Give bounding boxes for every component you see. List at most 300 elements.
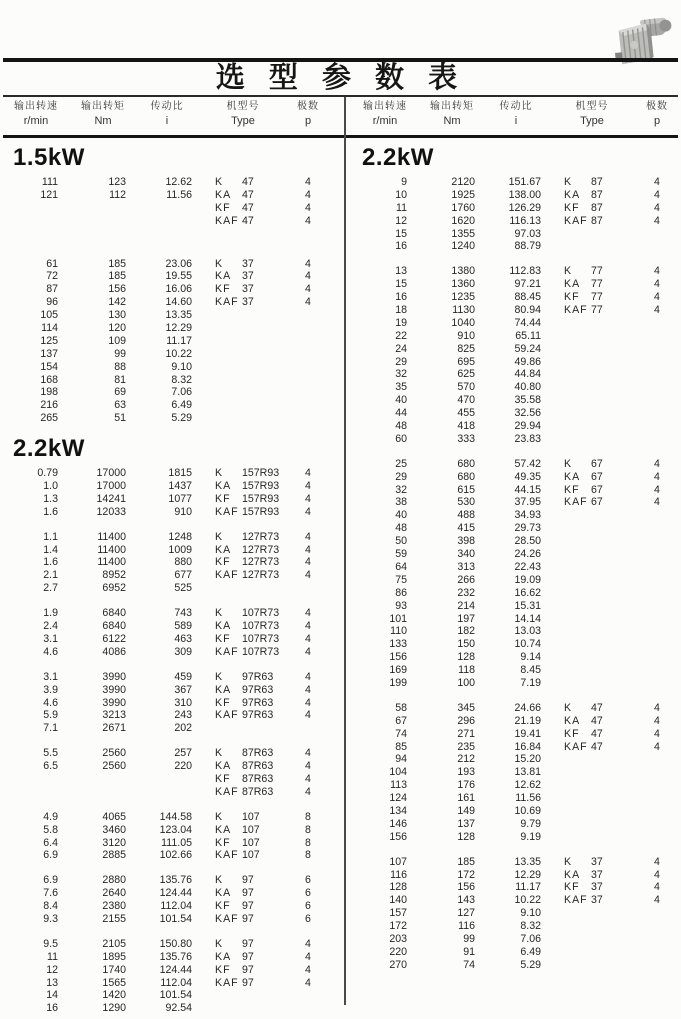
cell-type-prefix [200, 582, 240, 595]
cell-type-model [589, 368, 635, 381]
cell-torque: 128 [457, 651, 475, 664]
cell-ratio: 21.19 [514, 714, 541, 727]
cell-torque: 214 [457, 599, 475, 612]
cell-ratio: 49.86 [514, 355, 541, 368]
cell-ratio: 150.80 [159, 937, 192, 950]
cell-type-model: 87 [591, 188, 603, 201]
table-row [0, 1002, 345, 1015]
table-row [349, 330, 681, 343]
cell-type-model: 37 [242, 257, 254, 270]
header-col-unit: Nm [443, 115, 461, 127]
cell-torque: 185 [108, 257, 126, 270]
cell-type-model: 97R63 [242, 696, 274, 709]
cell-ratio: 1009 [168, 543, 192, 556]
cell-type-model [240, 309, 286, 322]
table-row [0, 989, 345, 1002]
cell-ratio: 15.20 [514, 753, 541, 766]
cell-torque: 1240 [451, 240, 475, 253]
cell-speed: 96 [46, 296, 58, 309]
cell-torque: 3213 [102, 709, 126, 722]
table-row [0, 283, 345, 296]
header-column [549, 99, 635, 129]
header-col-name: 传动比 [499, 101, 533, 112]
cell-poles: 4 [305, 620, 311, 633]
cell-type-prefix [549, 792, 589, 805]
header-col-name: 机型号 [226, 101, 260, 112]
cell-torque: 193 [457, 766, 475, 779]
cell-speed: 6.9 [43, 874, 58, 887]
cell-type-prefix: K [215, 607, 224, 620]
cell-torque: 232 [457, 586, 475, 599]
table-row [349, 240, 681, 253]
cell-poles [635, 907, 679, 920]
ratio-group [349, 265, 681, 445]
cell-type-model [240, 582, 286, 595]
cell-type-prefix [549, 920, 589, 933]
table-row [0, 582, 345, 595]
ratio-group [0, 874, 345, 926]
cell-type-model [589, 818, 635, 831]
cell-ratio: 144.58 [159, 810, 192, 823]
cell-type-prefix [549, 407, 589, 420]
cell-type-model [589, 522, 635, 535]
cell-ratio: 13.35 [514, 855, 541, 868]
cell-type-model: 127R73 [242, 556, 280, 569]
cell-type-model: 97 [242, 950, 254, 963]
cell-ratio: 309 [174, 645, 192, 658]
cell-type-prefix [549, 343, 589, 356]
header-column [286, 99, 330, 129]
cell-type-model: 37 [591, 881, 603, 894]
table-row [0, 760, 345, 773]
cell-type-prefix [549, 381, 589, 394]
cell-ratio: 9.79 [520, 817, 541, 830]
cell-ratio: 6.49 [171, 399, 192, 412]
cell-poles: 4 [305, 556, 311, 569]
table-row [349, 792, 681, 805]
ratio-group [0, 176, 345, 228]
cell-speed: 156 [389, 830, 407, 843]
cell-torque: 143 [457, 894, 475, 907]
cell-type-model [589, 933, 635, 946]
cell-type-prefix: K [215, 670, 224, 683]
cell-speed: 125 [40, 334, 58, 347]
cell-poles [635, 548, 679, 561]
table-row [0, 215, 345, 228]
cell-torque: 91 [463, 945, 475, 958]
table-row [349, 522, 681, 535]
cell-type-model: 157R93 [242, 467, 280, 480]
cell-poles [286, 399, 330, 412]
cell-ratio: 74.44 [514, 316, 541, 329]
cell-poles: 8 [305, 823, 311, 836]
table-row [0, 374, 345, 387]
cell-type-prefix: K [215, 257, 224, 270]
cell-ratio: 37.95 [514, 496, 541, 509]
cell-type-model [589, 664, 635, 677]
cell-type-model: 47 [591, 714, 603, 727]
header-col-unit: r/min [372, 115, 398, 127]
table-row [349, 471, 681, 484]
cell-poles: 4 [654, 265, 660, 278]
cell-poles: 4 [305, 569, 311, 582]
cell-torque: 69 [114, 386, 126, 399]
cell-speed: 13 [395, 265, 407, 278]
cell-poles: 4 [654, 201, 660, 214]
table-row [349, 394, 681, 407]
cell-torque: 455 [457, 407, 475, 420]
cell-speed: 116 [390, 868, 407, 881]
cell-poles: 4 [305, 176, 311, 188]
cell-poles: 4 [305, 296, 311, 309]
cell-type-model [589, 330, 635, 343]
cell-type-model: 37 [242, 270, 254, 283]
table-row [0, 773, 345, 786]
cell-speed: 1.4 [43, 543, 58, 556]
table-row [349, 176, 681, 189]
table-row [0, 335, 345, 348]
cell-ratio: 11.17 [166, 334, 192, 347]
cell-speed: 113 [390, 779, 407, 792]
cell-type-model: 157R93 [242, 505, 280, 518]
cell-speed: 38 [395, 496, 407, 509]
cell-ratio: 49.35 [514, 470, 541, 483]
cell-poles: 4 [305, 645, 311, 658]
cell-type-model [589, 920, 635, 933]
cell-torque: 6952 [102, 582, 126, 595]
cell-type-prefix: KA [215, 823, 232, 836]
cell-type-model [589, 587, 635, 600]
cell-type-prefix: KA [215, 950, 232, 963]
cell-torque: 1925 [451, 188, 475, 201]
cell-type-model: 67 [591, 496, 603, 509]
table-row [0, 270, 345, 283]
cell-type-prefix: KAF [215, 214, 239, 227]
cell-type-model: 87R63 [242, 785, 274, 798]
cell-type-prefix: KF [564, 881, 580, 894]
table-row [0, 887, 345, 900]
cell-speed: 50 [395, 535, 407, 548]
cell-type-model [240, 722, 286, 735]
cell-poles: 4 [654, 457, 660, 470]
cell-type-model [589, 317, 635, 330]
cell-type-prefix [549, 959, 589, 972]
cell-type-model [589, 600, 635, 613]
cell-speed: 44 [395, 407, 407, 420]
cell-ratio: 11.56 [515, 792, 541, 805]
cell-poles: 4 [305, 505, 311, 518]
table-row [349, 587, 681, 600]
cell-type-prefix [549, 831, 589, 844]
cell-torque: 149 [457, 804, 475, 817]
table-row [349, 215, 681, 228]
cell-type-model: 107 [242, 836, 260, 849]
cell-poles [635, 522, 679, 535]
cell-poles: 4 [305, 214, 311, 227]
cell-type-model: 107R73 [242, 620, 280, 633]
cell-type-model: 97 [242, 887, 254, 900]
cell-ratio: 10.69 [514, 804, 541, 817]
ratio-group [0, 467, 345, 519]
cell-speed: 16 [46, 1002, 58, 1015]
cell-torque: 680 [457, 470, 475, 483]
cell-ratio: 19.55 [165, 270, 192, 283]
cell-type-model: 37 [591, 894, 603, 907]
cell-ratio: 5.29 [520, 958, 541, 971]
cell-poles [286, 412, 330, 425]
table-row [0, 399, 345, 412]
cell-poles: 4 [305, 467, 311, 480]
cell-type-prefix [200, 1002, 240, 1015]
cell-poles: 4 [654, 188, 660, 201]
table-row [0, 544, 345, 557]
cell-type-prefix: K [215, 810, 224, 823]
cell-torque: 185 [108, 270, 126, 283]
table-row [0, 556, 345, 569]
cell-poles [286, 582, 330, 595]
cell-ratio: 12.29 [165, 322, 192, 335]
table-row [349, 496, 681, 509]
cell-poles: 4 [305, 976, 311, 989]
table-row [0, 671, 345, 684]
cell-speed: 121 [40, 188, 58, 201]
cell-ratio: 35.58 [514, 394, 541, 407]
cell-ratio: 112.04 [160, 900, 192, 913]
cell-speed: 22 [395, 329, 407, 342]
cell-torque: 271 [457, 727, 475, 740]
cell-type-prefix: KA [215, 188, 232, 201]
cell-ratio: 57.42 [514, 457, 541, 470]
cell-speed: 114 [41, 322, 58, 335]
cell-type-model: 37 [242, 283, 254, 296]
cell-type-model [589, 779, 635, 792]
header-half [349, 99, 681, 129]
cell-type-prefix [200, 335, 240, 348]
cell-poles [635, 240, 679, 253]
table-row [0, 607, 345, 620]
table-row [349, 613, 681, 626]
cell-type-prefix [200, 412, 240, 425]
cell-poles [635, 805, 679, 818]
cell-type-prefix [549, 356, 589, 369]
cell-poles: 4 [305, 480, 311, 493]
cell-poles: 6 [305, 887, 311, 900]
cell-type-model [589, 831, 635, 844]
cell-speed: 0.79 [37, 467, 58, 480]
cell-poles [286, 322, 330, 335]
cell-ratio: 135.76 [159, 950, 192, 963]
cell-ratio: 13.03 [514, 625, 541, 638]
cell-torque: 530 [457, 496, 475, 509]
cell-type-prefix: KAF [564, 894, 588, 907]
cell-type-model: 77 [591, 304, 603, 317]
cell-speed: 157 [389, 907, 407, 920]
cell-type-model [589, 228, 635, 241]
cell-speed: 105 [40, 309, 58, 322]
cell-poles: 4 [305, 950, 311, 963]
cell-poles [635, 587, 679, 600]
table-row [0, 786, 345, 799]
cell-torque: 695 [457, 355, 475, 368]
cell-type-prefix: K [564, 855, 573, 868]
table-row [349, 907, 681, 920]
cell-speed: 6.9 [43, 849, 58, 862]
table-row [349, 920, 681, 933]
cell-torque: 333 [457, 432, 475, 445]
cell-type-model [240, 989, 286, 1002]
cell-speed: 25 [395, 457, 407, 470]
cell-ratio: 589 [174, 620, 192, 633]
cell-type-prefix: KA [564, 868, 581, 881]
cell-poles: 4 [305, 670, 311, 683]
cell-type-model [240, 412, 286, 425]
table-row [349, 856, 681, 869]
cell-type-prefix [549, 638, 589, 651]
cell-speed: 1.6 [43, 505, 58, 518]
cell-type-model [589, 959, 635, 972]
cell-poles: 4 [654, 470, 660, 483]
table-row [0, 951, 345, 964]
cell-speed: 133 [389, 638, 407, 651]
table-row [0, 493, 345, 506]
cell-speed: 3.9 [43, 683, 58, 696]
cell-type-prefix [549, 535, 589, 548]
cell-type-prefix [200, 989, 240, 1002]
cell-type-prefix [549, 818, 589, 831]
cell-poles [635, 356, 679, 369]
cell-type-model [589, 753, 635, 766]
cell-speed: 2.7 [43, 582, 58, 595]
cell-speed [0, 773, 72, 786]
cell-ratio: 9.10 [520, 907, 541, 920]
cell-speed: 19 [395, 316, 407, 329]
cell-torque: 570 [457, 381, 475, 394]
cell-ratio [134, 773, 200, 786]
cell-torque: 1360 [451, 278, 475, 291]
cell-torque: 11400 [97, 543, 126, 556]
cell-ratio: 1437 [168, 480, 192, 493]
title-underline-rule [3, 95, 678, 97]
table-row [349, 458, 681, 471]
table-row [0, 633, 345, 646]
cell-torque: 17000 [96, 480, 126, 493]
cell-type-prefix [549, 766, 589, 779]
cell-ratio: 14.60 [165, 296, 192, 309]
cell-ratio: 7.06 [171, 386, 192, 399]
cell-type-prefix: K [564, 176, 573, 188]
table-row [349, 959, 681, 972]
cell-speed: 111 [41, 176, 58, 188]
cell-type-prefix: KAF [564, 740, 588, 753]
cell-speed: 12 [46, 963, 58, 976]
cell-speed: 48 [395, 420, 407, 433]
cell-ratio: 111.05 [161, 836, 192, 849]
cell-type-prefix [549, 317, 589, 330]
ratio-group [349, 176, 681, 253]
cell-ratio: 29.94 [514, 420, 541, 433]
cell-speed: 87 [46, 283, 58, 296]
cell-poles: 4 [654, 714, 660, 727]
cell-torque: 150 [457, 638, 475, 651]
cell-poles [635, 343, 679, 356]
cell-type-prefix [549, 574, 589, 587]
cell-type-prefix [549, 933, 589, 946]
cell-type-model [589, 946, 635, 959]
cell-type-model [240, 386, 286, 399]
cell-poles [635, 933, 679, 946]
cell-speed: 15 [395, 278, 407, 291]
cell-torque: 116 [458, 920, 475, 933]
cell-ratio: 92.54 [165, 1002, 192, 1015]
cell-ratio: 124.44 [159, 887, 192, 900]
cell-type-model [240, 348, 286, 361]
cell-poles: 4 [654, 278, 660, 291]
cell-torque: 2155 [102, 912, 126, 925]
table-row [0, 569, 345, 582]
cell-torque [72, 786, 134, 799]
cell-torque: 137 [457, 817, 475, 830]
cell-ratio: 10.22 [165, 347, 192, 360]
cell-speed [0, 215, 72, 228]
table-row [349, 600, 681, 613]
cell-type-model: 47 [242, 188, 254, 201]
cell-torque: 212 [457, 753, 475, 766]
cell-speed: 203 [389, 932, 407, 945]
table-row [0, 361, 345, 374]
cell-type-prefix: KF [215, 696, 231, 709]
cell-poles: 4 [305, 543, 311, 556]
cell-poles [635, 228, 679, 241]
cell-type-prefix: KAF [215, 709, 239, 722]
header-column [635, 99, 679, 129]
cell-type-prefix: KF [215, 963, 231, 976]
cell-speed: 265 [40, 412, 58, 425]
cell-type-model [589, 638, 635, 651]
cell-type-model: 97 [242, 937, 254, 950]
cell-torque: 88 [114, 360, 126, 373]
cell-type-prefix: KAF [564, 214, 588, 227]
cell-torque: 415 [457, 522, 475, 535]
cell-torque: 625 [457, 368, 475, 381]
cell-poles: 8 [305, 836, 311, 849]
cell-poles: 4 [305, 492, 311, 505]
cell-torque: 2120 [451, 176, 475, 188]
cell-type-model: 77 [591, 291, 603, 304]
cell-type-model: 107R73 [242, 607, 280, 620]
cell-type-model: 87 [591, 214, 603, 227]
header-col-name: 机型号 [575, 101, 609, 112]
cell-type-prefix [200, 322, 240, 335]
cell-torque: 470 [457, 394, 475, 407]
cell-type-model: 47 [242, 176, 254, 188]
table-row [349, 805, 681, 818]
cell-ratio: 15.31 [514, 599, 541, 612]
table-row [349, 715, 681, 728]
cell-speed: 18 [395, 304, 407, 317]
cell-type-prefix [549, 368, 589, 381]
cell-poles [635, 664, 679, 677]
cell-type-model [589, 420, 635, 433]
cell-torque: 825 [457, 342, 475, 355]
cell-poles [635, 420, 679, 433]
cell-speed: 8.4 [43, 900, 58, 913]
cell-torque [72, 773, 134, 786]
cell-speed: 6.4 [43, 836, 58, 849]
table-row [0, 412, 345, 425]
cell-poles: 4 [305, 709, 311, 722]
cell-ratio: 23.83 [514, 432, 541, 445]
cell-ratio: 8.45 [520, 664, 541, 677]
